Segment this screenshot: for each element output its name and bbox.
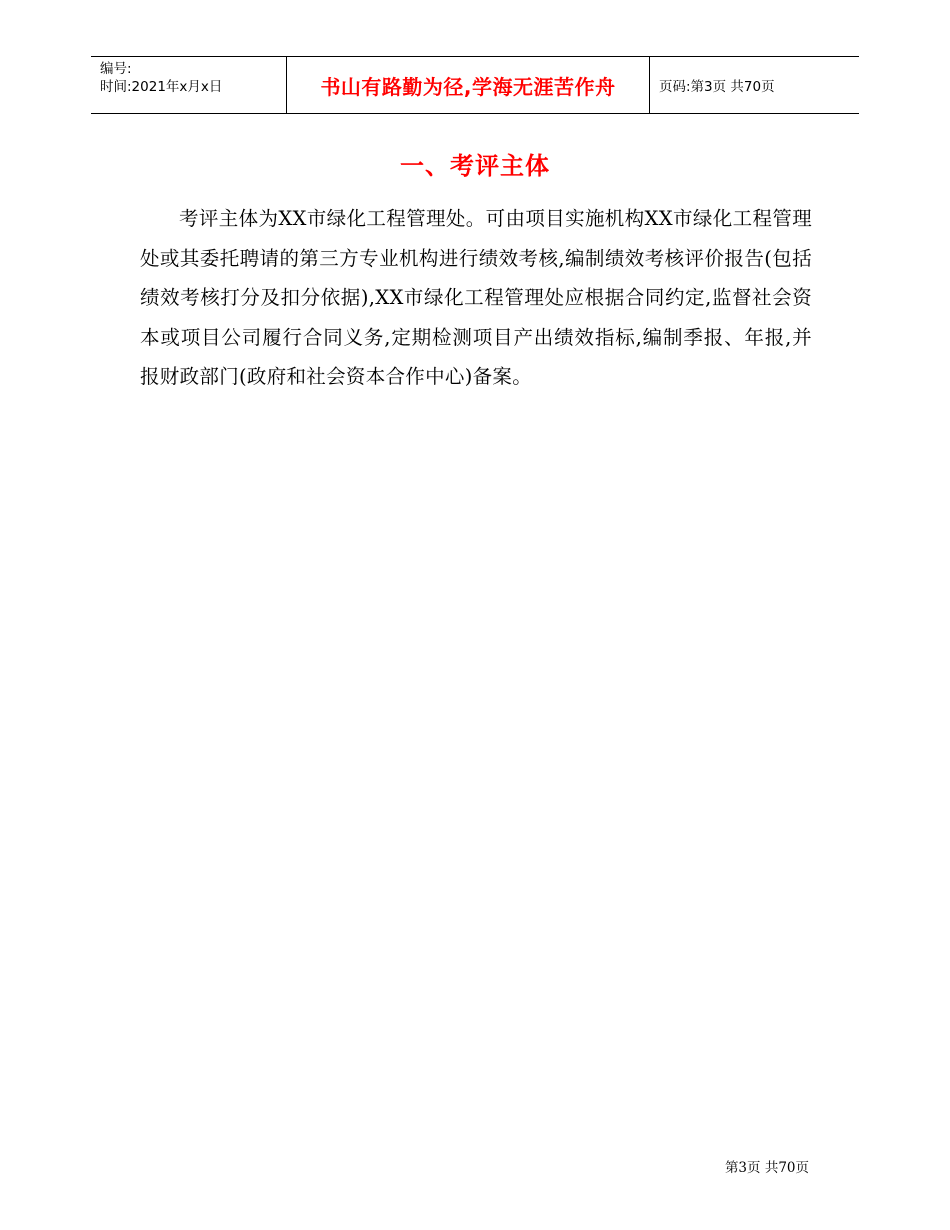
page-header <box>91 56 859 114</box>
section-title: 一、考评主体 <box>400 152 550 180</box>
document-number-label: 编号: <box>100 61 132 77</box>
header-page-number: 页码:第3页 共70页 <box>659 79 775 95</box>
header-meta-cell <box>91 57 287 113</box>
document-time-label: 时间:2021年x月x日 <box>100 79 223 95</box>
section-paragraph: 考评主体为XX市绿化工程管理处。可由项目实施机构XX市绿化工程管理处或其委托聘请的第三方专业机构进行绩效考核,编制绩效考核评价报告(包括绩效考核打分及扣分依据),XX市绿化工程管理处应根据合同约定,监督社会资本或项目公司履行合同义务,定期检测项目产出绩效指标,编制季报、年报,并报财政部门(政府和社会资本合作中心)备案。 <box>140 207 812 389</box>
header-motto: 书山有路勤为径,学海无涯苦作舟 <box>320 74 616 99</box>
header-page-cell <box>650 57 859 113</box>
header-motto-cell <box>287 57 650 113</box>
page-footer: 第3页 共70页 <box>724 1160 809 1176</box>
